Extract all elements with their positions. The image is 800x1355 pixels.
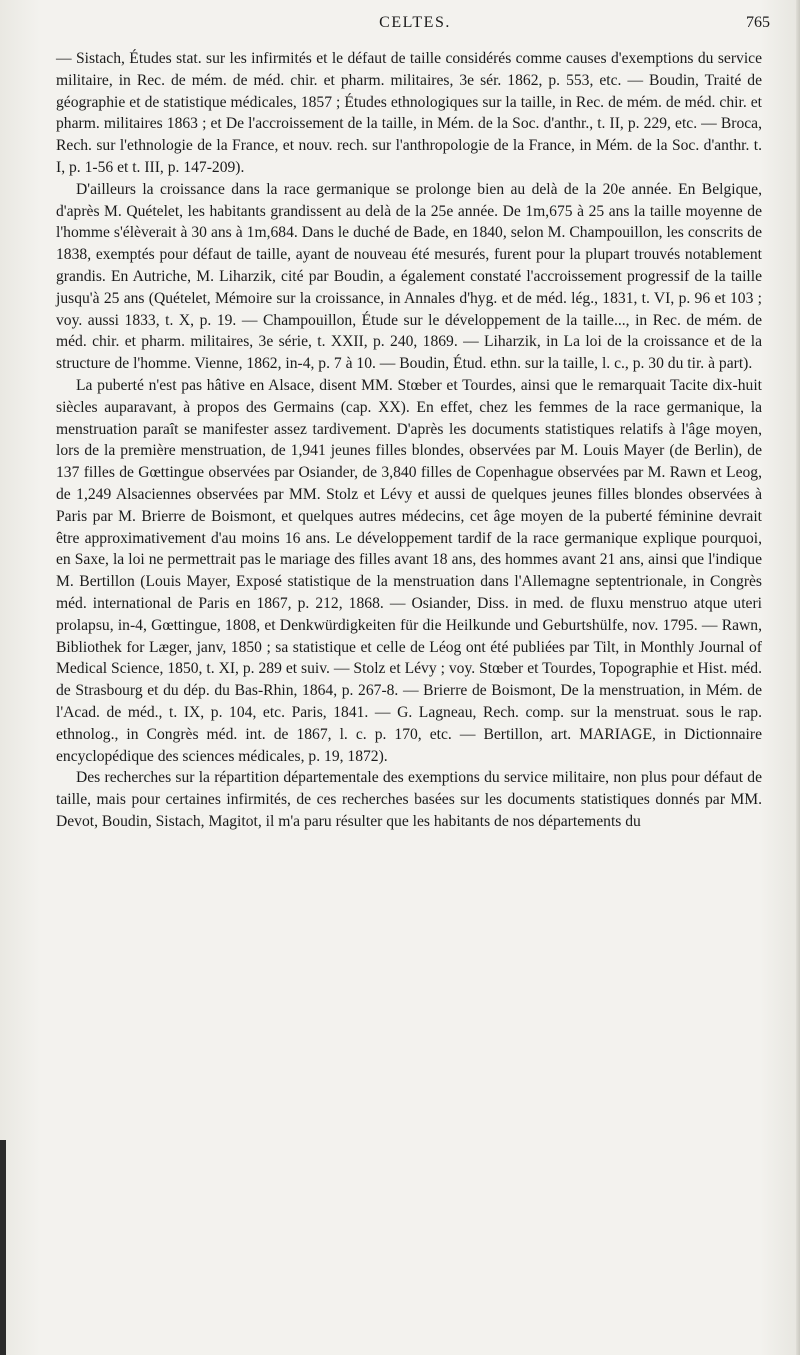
paragraph-puberty: La puberté n'est pas hâtive en Alsace, disent MM. Stœber et Tourdes, ainsi que le remarquait Tacite dix-huit siècles auparavant, à propos des Germains (cap. XX). En effet, chez les femmes de la race germanique, la menstruation paraît se manifester assez tardivement. D'après les documents statistiques relatifs à l'âge moyen, lors de la première menstruation, de 1,941 jeunes filles blondes, observées par M. Louis Mayer (de Berlin), de 137 filles de Gœttingue observées par Osiander, de 3,840 filles de Copenhague observées par M. Rawn et Leog, de 1,249 Alsaciennes observées par MM. Stolz et Lévy et aussi de quelques jeunes filles blondes observées à Paris par M. Brierre de Boismont, et quelques autres médecins, cet âge moyen de la puberté féminine devrait être approximativement d'au moins 16 ans. Le développement tardif de la race germanique explique pourquoi, en Saxe, la loi ne permettrait pas le mariage des filles avant 18 ans, des hommes avant 21 ans, ainsi que l'indique M. Bertillon (Louis Mayer, Exposé statistique de la menstruation dans l'Allemagne septentrionale, in Congrès méd. international de Paris en 1867, p. 212, 1868. — Osiander, Diss. in med. de fluxu menstruo atque uteri prolapsu, in-4, Gœttingue, 1808, et Denkwürdigkeiten für die Heilkunde und Geburtshülfe, nov. 1795. — Rawn, Bibliothek for Læger, janv, 1850 ; sa statistique et celle de Léog ont été publiées par Tilt, in Monthly Journal of Medical Science, 1850, t. XI, p. 289 et suiv. — Stolz et Lévy ; voy. Stœber et Tourdes, Topographie et Hist. méd. de Strasbourg et du dép. du Bas-Rhin, 1864, p. 267-8. — Brierre de Boismont, De la menstruation, in Mém. de l'Acad. de méd., t. IX, p. 104, etc. Paris, 1841. — G. Lagneau, Rech. comp. sur la menstruat. sous le rap. ethnolog., in Congrès méd. int. de 1867, l. c. p. 170, etc. — Bertillon, art. MARIAGE, in Dictionnaire encyclopédique des sciences médicales, p. 19, 1872). <box>56 376 762 765</box>
paragraph-growth: D'ailleurs la croissance dans la race germanique se prolonge bien au delà de la 20e année. En Belgique, d'après M. Quételet, les habitants grandissent au delà de la 25e année. De 1m,675 à 25 ans la taille moyenne de l'homme s'élèverait à 30 ans à 1m,684. Dans le duché de Bade, en 1840, selon M. Champouillon, les conscrits de 1838, exemptés pour défaut de taille, ayant de nouveau été mesurés, furent pour la plupart trouvés notablement grandis. En Autriche, M. Liharzik, cité par Boudin, a également constaté l'accroissement progressif de la taille jusqu'à 25 ans (Quételet, Mémoire sur la croissance, in Annales d'hyg. et de méd. lég., 1831, t. VI, p. 96 et 103 ; voy. aussi 1833, t. X, p. 19. — Champouillon, Étude sur le développement de la taille..., in Rec. de mém. de méd. chir. et pharm. militaires, 3e série, t. XXII, p. 240, 1869. — Liharzik, in La loi de la croissance et de la structure de l'homme. Vienne, 1862, in-4, p. 7 à 10. — Boudin, Étud. ethn. sur la taille, l. c., p. 30 du tir. à part). <box>56 180 762 373</box>
running-title: CELTES. <box>379 14 451 31</box>
page-edge <box>796 0 800 1355</box>
page-header <box>60 14 770 38</box>
paragraph-references: — Sistach, Études stat. sur les infirmités et le défaut de taille considérés comme causes d'exemptions du service militaire, in Rec. de mém. de méd. chir. et pharm. militaires, 3e sér. 1862, p. 553, etc. — Boudin, Traité de géographie et de statistique médicales, 1857 ; Études ethnologiques sur la taille, in Rec. de mém. de méd. chir. et pharm. militaires 1863 ; et De l'accroissement de la taille, in Mém. de la Soc. d'anthr., t. II, p. 229, etc. — Broca, Rech. sur l'ethnologie de la France, et nouv. rech. sur l'anthropologie de la France, in Mém. de la Soc. d'anthr. t. I, p. 1-56 et t. III, p. 147-209). <box>56 50 762 176</box>
paragraph-exemptions: Des recherches sur la répartition départementale des exemptions du service militaire, non plus pour défaut de taille, mais pour certaines infirmités, de ces recherches basées sur les documents statistiques donnés par MM. Devot, Boudin, Sistach, Magitot, il m'a paru résulter que les habitants de nos départements du <box>56 769 762 830</box>
body-text <box>56 48 762 833</box>
binding-shadow <box>0 1140 6 1355</box>
page-number: 765 <box>746 14 770 31</box>
